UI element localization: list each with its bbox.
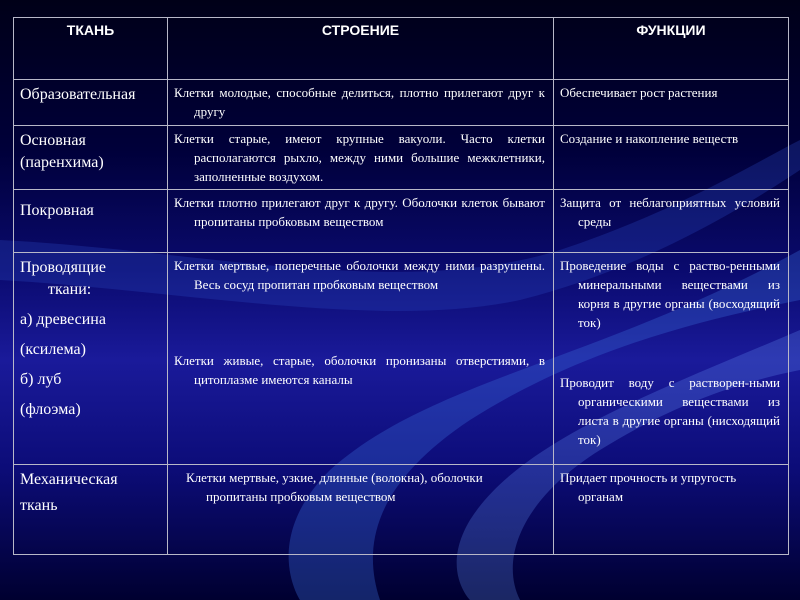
table-row — [14, 190, 789, 253]
structure-cell — [168, 465, 554, 555]
tissues-table — [13, 17, 789, 555]
function-cell — [554, 190, 789, 253]
table-header-row — [14, 18, 789, 80]
function-text: Обеспечивает рост растения — [560, 85, 718, 100]
tissue-name-sub: (паренхима) — [20, 154, 104, 171]
structure-cell — [168, 190, 554, 253]
function-cell — [554, 253, 789, 465]
structure-text: Клетки старые, имеют крупные вакуоли. Часто клетки располагаются рыхло, между ними большие межклетники, заполненные воздухом. — [174, 131, 545, 184]
tissue-name-cell — [14, 126, 168, 190]
tissue-name: Механическая — [20, 471, 118, 488]
header-tissue: ТКАНЬ — [14, 18, 168, 80]
function-cell — [554, 80, 789, 126]
structure-cell — [168, 253, 554, 465]
tissue-name-cell — [14, 253, 168, 465]
structure-text: Клетки молодые, способные делиться, плотно прилегают друг к другу — [174, 85, 545, 119]
tissue-name-sub: ткань — [20, 497, 58, 514]
tissue-subtype: а) древесина — [20, 311, 106, 328]
structure-text: Клетки мертвые, узкие, длинные (волокна), оболочки пропитаны пробковым веществом — [186, 470, 483, 504]
structure-text-phloem: Клетки живые, старые, оболочки пронизаны отверстиями, в цитоплазме имеются каналы — [174, 353, 545, 387]
tissue-name: Покровная — [20, 202, 94, 219]
tissue-name-cell — [14, 190, 168, 253]
tissue-name: Проводящие — [20, 259, 107, 276]
function-cell — [554, 126, 789, 190]
function-text-xylem: Проведение воды с раство-ренными минеральными веществами из корня в другие органы (восходящий ток) — [560, 258, 780, 330]
function-text: Придает прочность и упругость органам — [560, 470, 737, 504]
header-functions: ФУНКЦИИ — [554, 18, 789, 80]
tissue-name: Основная — [20, 132, 86, 149]
table-row — [14, 465, 789, 555]
function-text: Создание и накопление веществ — [560, 131, 739, 146]
function-text: Защита от неблагоприятных условий среды — [560, 195, 780, 229]
table-row — [14, 253, 789, 465]
tissue-subtype: б) луб — [20, 371, 62, 388]
tissue-name-sub: ткани: — [48, 281, 92, 298]
header-structure: СТРОЕНИЕ — [168, 18, 554, 80]
structure-cell — [168, 80, 554, 126]
tissue-subtype-note: (ксилема) — [20, 341, 86, 358]
structure-text: Клетки плотно прилегают друг к другу. Оболочки клеток бывают пропитаны пробковым веществом — [174, 195, 545, 229]
function-cell — [554, 465, 789, 555]
tissue-name: Образовательная — [20, 86, 136, 103]
tissue-name-cell — [14, 465, 168, 555]
function-text-phloem: Проводит воду с растворен-ными органическими веществами из листа в другие органы (нисходящий ток) — [560, 375, 780, 447]
structure-text-xylem: Клетки мертвые, поперечные оболочки между ними разрушены. Весь сосуд пропитан пробковым веществом — [174, 258, 545, 292]
structure-cell — [168, 126, 554, 190]
tissue-name-cell — [14, 80, 168, 126]
table-row — [14, 126, 789, 190]
table-row — [14, 80, 789, 126]
tissue-subtype-note: (флоэма) — [20, 401, 81, 418]
